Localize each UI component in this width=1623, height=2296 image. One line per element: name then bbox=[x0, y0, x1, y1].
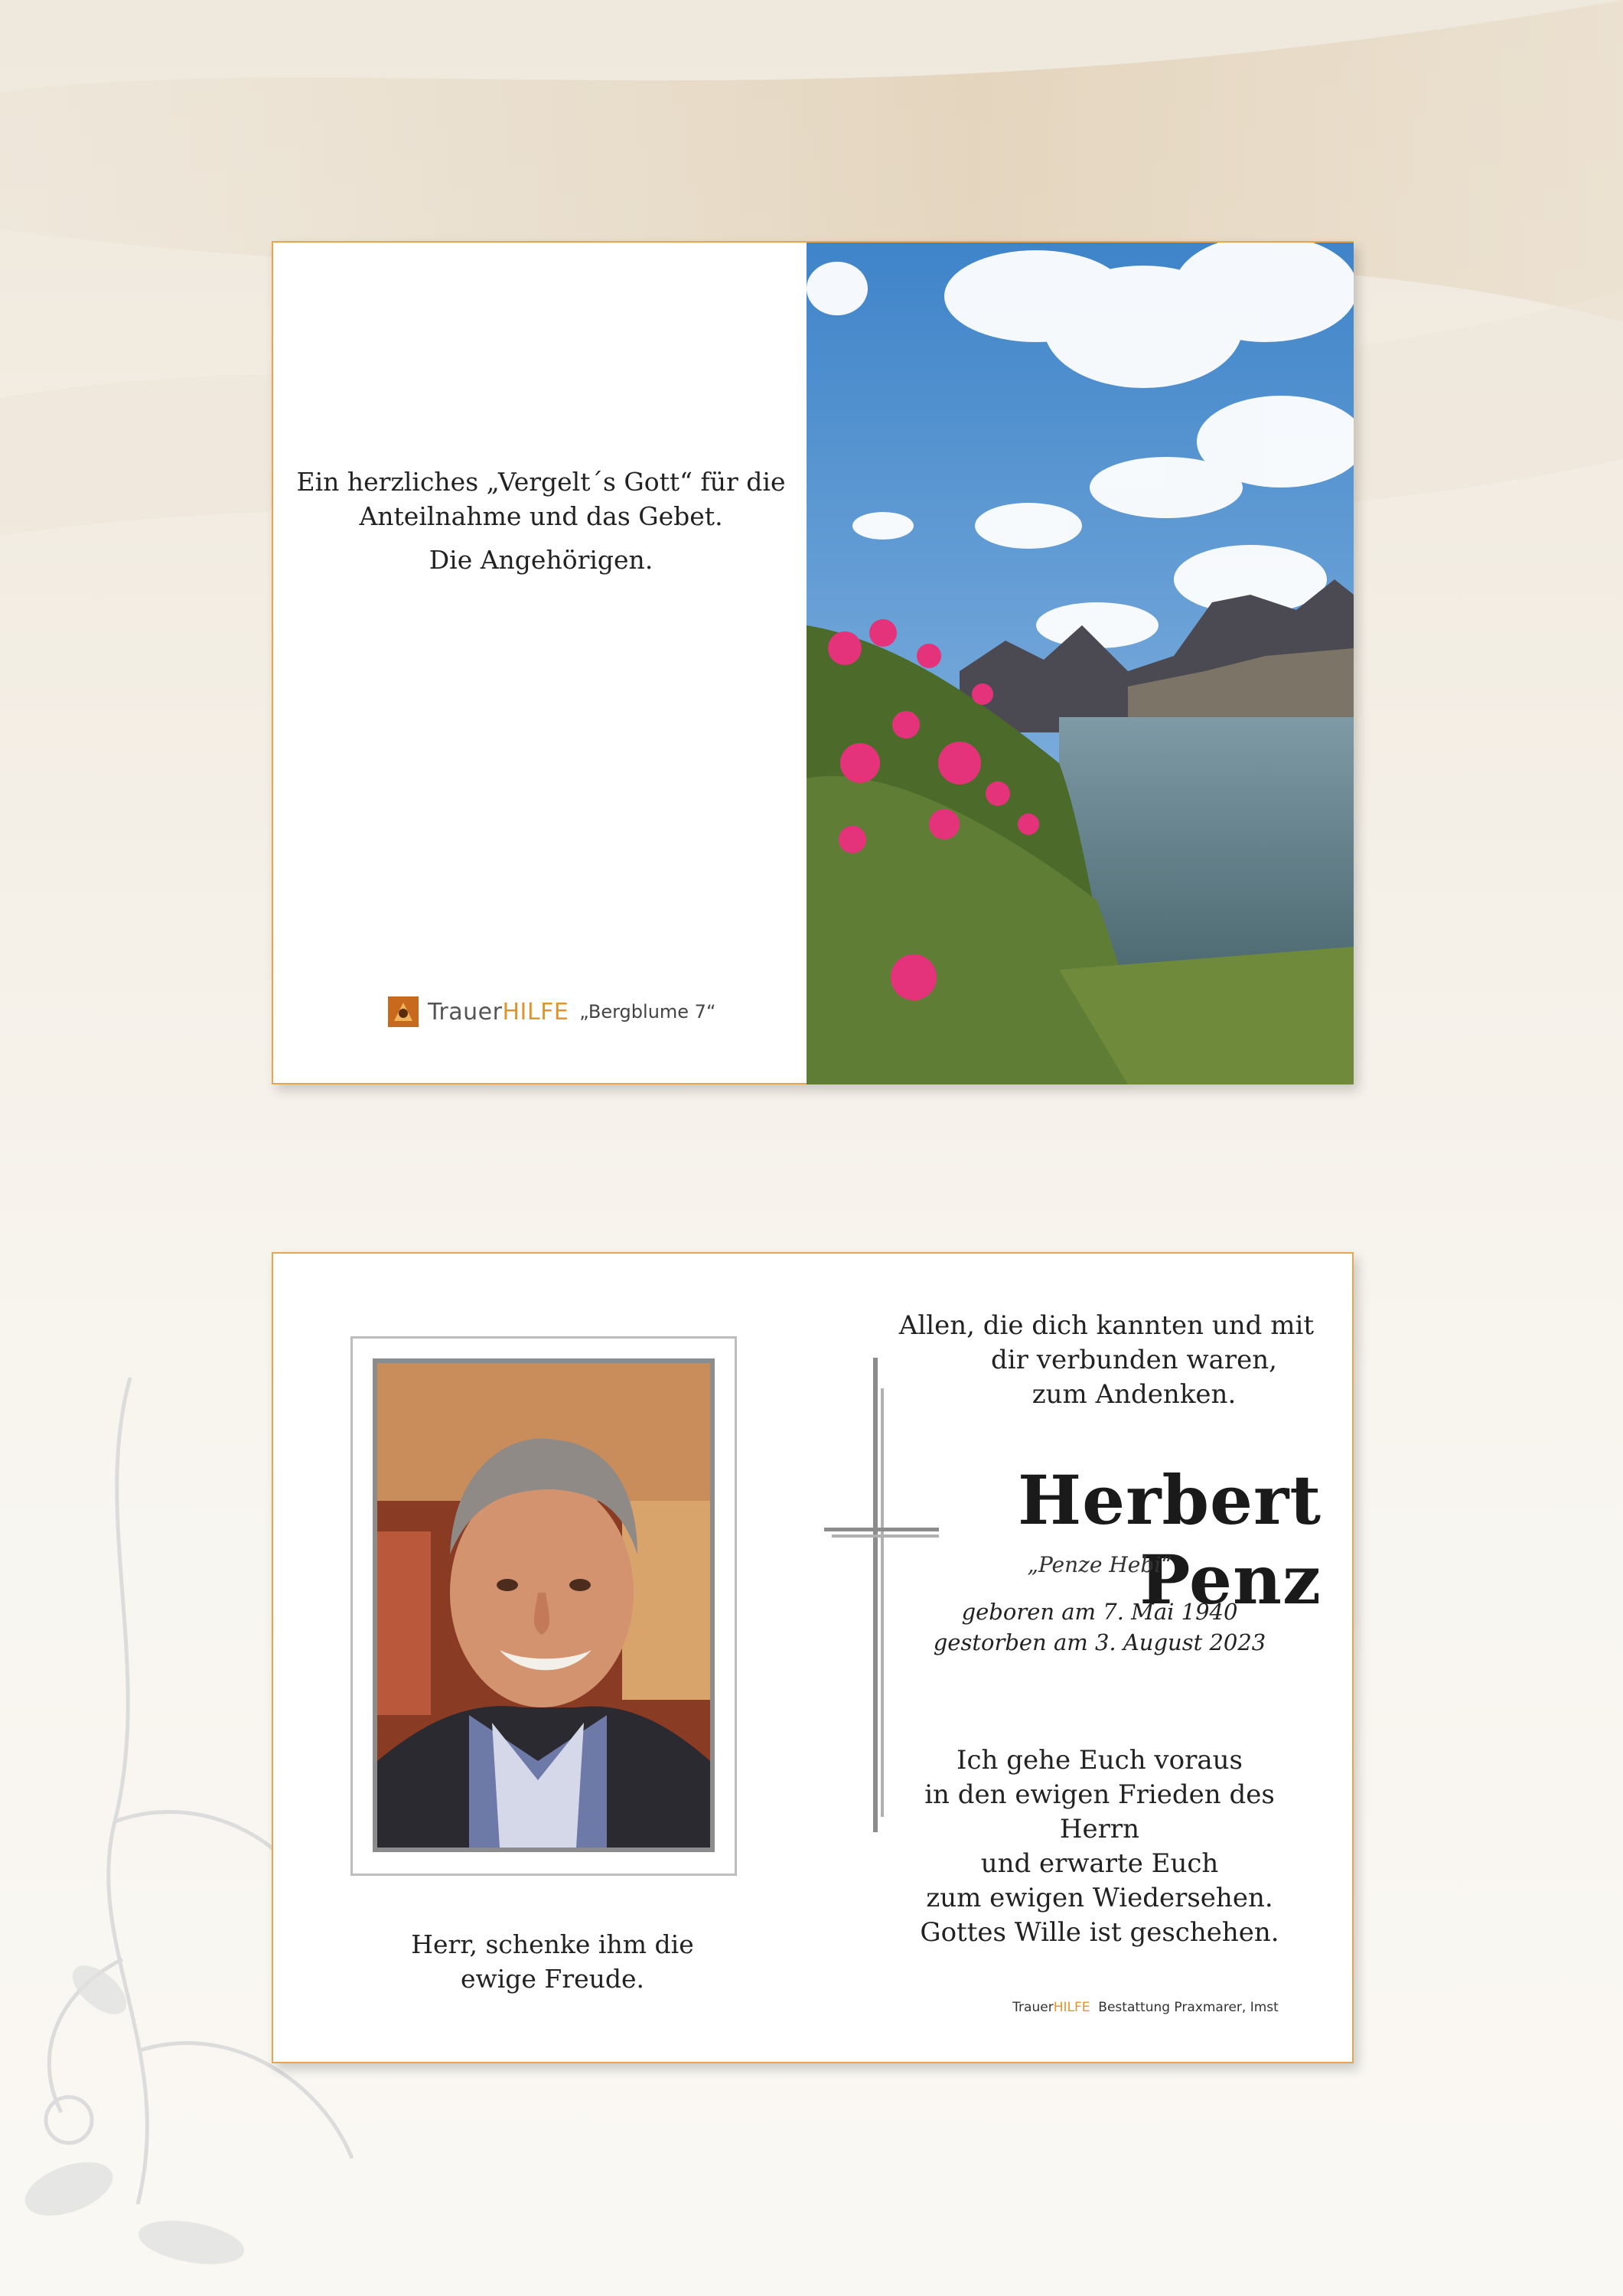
signature: Die Angehörigen. bbox=[429, 545, 653, 575]
nickname: „Penze Hebi“ bbox=[1027, 1552, 1172, 1577]
mountain-lake-image bbox=[807, 243, 1354, 1084]
brand-name: TrauerHILFE bbox=[428, 998, 569, 1026]
verse-line: in den ewigen Frieden des Herrn bbox=[924, 1779, 1275, 1844]
portrait-photo bbox=[373, 1358, 715, 1852]
brand-mark bbox=[388, 996, 715, 1027]
portrait-frame bbox=[350, 1336, 737, 1876]
footer-credit bbox=[977, 2000, 1314, 2015]
deceased-name: Herbert Penz bbox=[1017, 1460, 1322, 1619]
thanks-line-2: Anteilnahme und das Gebet. bbox=[359, 501, 723, 531]
footer-brand-trauer: Trauer bbox=[1012, 2000, 1054, 2015]
birth-date: geboren am 7. Mai 1940 bbox=[961, 1599, 1238, 1625]
thanks-line-1: Ein herzliches „Vergelt´s Gott“ für die bbox=[296, 467, 786, 497]
verse-line: und erwarte Euch bbox=[980, 1848, 1219, 1879]
verse-text bbox=[893, 1743, 1306, 1950]
verse-line: zum ewigen Wiedersehen. bbox=[926, 1883, 1273, 1913]
thank-you-card bbox=[272, 241, 1354, 1084]
intro-line-1: Allen, die dich kannten und mit bbox=[898, 1310, 1314, 1341]
brand-logo-icon bbox=[388, 996, 419, 1027]
prayer-text bbox=[342, 1927, 763, 1996]
intro-text bbox=[885, 1309, 1314, 1412]
intro-line-3: zum Andenken. bbox=[1031, 1379, 1237, 1410]
portrait-image bbox=[377, 1363, 710, 1848]
prayer-line-2: ewige Freude. bbox=[460, 1964, 645, 1994]
footer-brand-hilfe: HILFE bbox=[1053, 2000, 1090, 2015]
death-date: gestorben am 3. August 2023 bbox=[933, 1629, 1266, 1655]
footer-company: Bestattung Praxmarer, Imst bbox=[1098, 2000, 1279, 2015]
life-dates bbox=[908, 1596, 1291, 1658]
verse-line: Gottes Wille ist geschehen. bbox=[920, 1917, 1279, 1948]
prayer-line-1: Herr, schenke ihm die bbox=[411, 1929, 694, 1959]
intro-line-2: dir verbunden waren, bbox=[991, 1345, 1277, 1375]
design-name: „Bergblume 7“ bbox=[579, 1001, 716, 1022]
memorial-card bbox=[272, 1252, 1354, 2063]
thanks-message bbox=[273, 465, 809, 577]
verse-line: Ich gehe Euch voraus bbox=[957, 1745, 1243, 1776]
